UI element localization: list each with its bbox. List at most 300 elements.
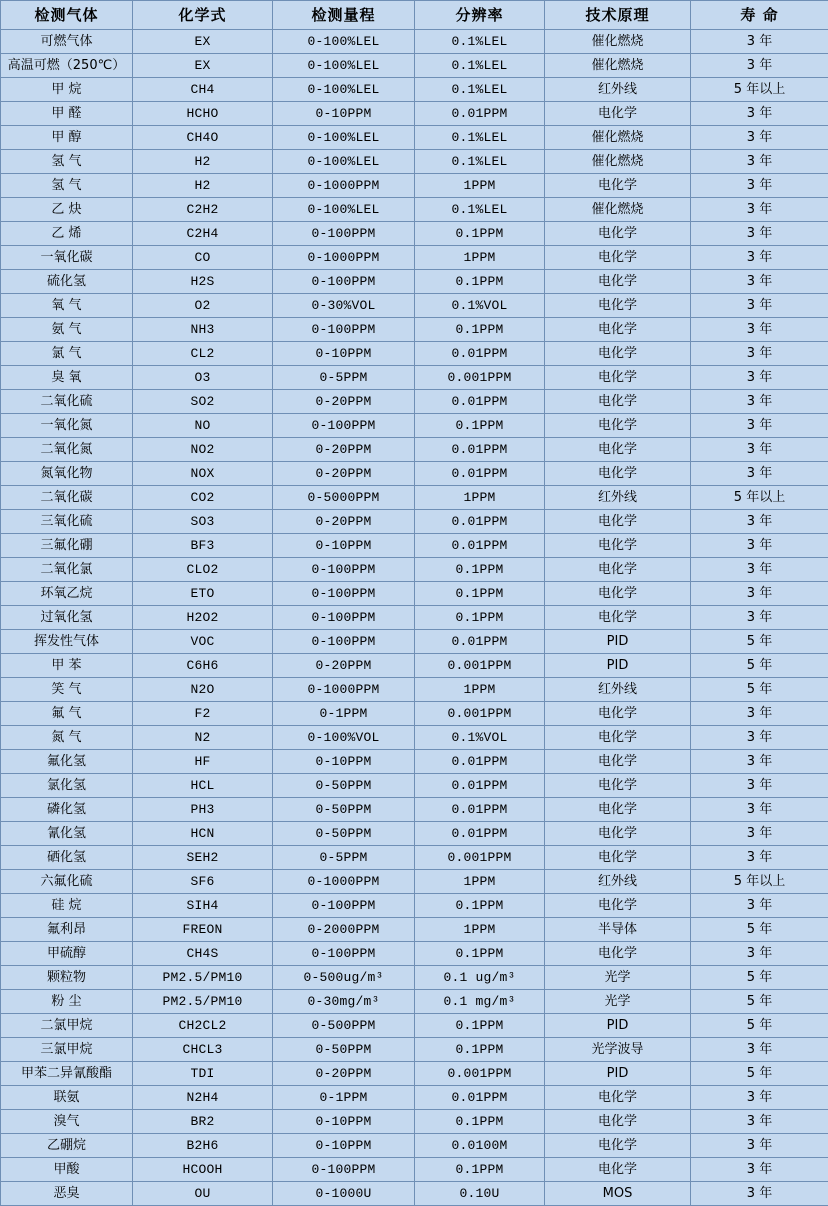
cell-resolution: 0.01PPM xyxy=(415,750,545,774)
cell-lifetime: 3 年 xyxy=(691,54,828,78)
table-row xyxy=(1,342,828,366)
column-header-gas: 检测气体 xyxy=(1,1,133,30)
table-row xyxy=(1,222,828,246)
cell-gas: 乙 烯 xyxy=(1,222,133,246)
table-row xyxy=(1,1086,828,1110)
cell-resolution: 0.1%LEL xyxy=(415,78,545,102)
cell-resolution: 0.1PPM xyxy=(415,414,545,438)
cell-gas: 笑 气 xyxy=(1,678,133,702)
cell-range: 0-10PPM xyxy=(273,102,415,126)
cell-principle: PID xyxy=(545,1062,691,1086)
cell-range: 0-50PPM xyxy=(273,774,415,798)
cell-resolution: 0.01PPM xyxy=(415,822,545,846)
cell-lifetime: 5 年 xyxy=(691,990,828,1014)
cell-resolution: 0.1PPM xyxy=(415,606,545,630)
cell-resolution: 0.01PPM xyxy=(415,102,545,126)
cell-formula: PM2.5/PM10 xyxy=(133,990,273,1014)
cell-formula: EX xyxy=(133,54,273,78)
table-row xyxy=(1,102,828,126)
table-row xyxy=(1,702,828,726)
cell-gas: 甲 苯 xyxy=(1,654,133,678)
table-row xyxy=(1,390,828,414)
cell-principle: 电化学 xyxy=(545,798,691,822)
cell-range: 0-50PPM xyxy=(273,822,415,846)
cell-resolution: 0.01PPM xyxy=(415,510,545,534)
cell-principle: 电化学 xyxy=(545,822,691,846)
cell-range: 0-2000PPM xyxy=(273,918,415,942)
cell-gas: 二氧化碳 xyxy=(1,486,133,510)
cell-resolution: 0.1%VOL xyxy=(415,726,545,750)
table-row xyxy=(1,846,828,870)
cell-range: 0-100%LEL xyxy=(273,198,415,222)
cell-formula: HCOOH xyxy=(133,1158,273,1182)
cell-formula: NO2 xyxy=(133,438,273,462)
column-header-lifetime: 寿 命 xyxy=(691,1,828,30)
cell-principle: 电化学 xyxy=(545,174,691,198)
cell-lifetime: 5 年以上 xyxy=(691,486,828,510)
cell-formula: SO3 xyxy=(133,510,273,534)
cell-lifetime: 3 年 xyxy=(691,558,828,582)
cell-lifetime: 3 年 xyxy=(691,1182,828,1206)
cell-range: 0-100%LEL xyxy=(273,78,415,102)
cell-formula: FREON xyxy=(133,918,273,942)
cell-resolution: 0.1PPM xyxy=(415,318,545,342)
cell-formula: CLO2 xyxy=(133,558,273,582)
cell-range: 0-20PPM xyxy=(273,654,415,678)
cell-resolution: 0.01PPM xyxy=(415,534,545,558)
cell-range: 0-1000PPM xyxy=(273,246,415,270)
cell-principle: 红外线 xyxy=(545,78,691,102)
cell-resolution: 0.1%LEL xyxy=(415,198,545,222)
cell-gas: 可燃气体 xyxy=(1,30,133,54)
cell-range: 0-100PPM xyxy=(273,630,415,654)
cell-lifetime: 3 年 xyxy=(691,582,828,606)
table-row xyxy=(1,1014,828,1038)
cell-gas: 二氧化硫 xyxy=(1,390,133,414)
cell-gas: 六氟化硫 xyxy=(1,870,133,894)
cell-resolution: 0.0100M xyxy=(415,1134,545,1158)
cell-gas: 甲 醛 xyxy=(1,102,133,126)
cell-resolution: 1PPM xyxy=(415,918,545,942)
cell-range: 0-100PPM xyxy=(273,606,415,630)
cell-range: 0-100PPM xyxy=(273,270,415,294)
cell-lifetime: 5 年 xyxy=(691,1062,828,1086)
table-row xyxy=(1,582,828,606)
column-header-resolution: 分辨率 xyxy=(415,1,545,30)
cell-resolution: 0.1%LEL xyxy=(415,54,545,78)
table-row xyxy=(1,198,828,222)
cell-principle: 电化学 xyxy=(545,270,691,294)
cell-gas: 氯 气 xyxy=(1,342,133,366)
cell-range: 0-50PPM xyxy=(273,798,415,822)
cell-lifetime: 3 年 xyxy=(691,1110,828,1134)
cell-principle: 光学波导 xyxy=(545,1038,691,1062)
cell-principle: 电化学 xyxy=(545,702,691,726)
table-header-row xyxy=(1,1,828,30)
cell-range: 0-30%VOL xyxy=(273,294,415,318)
cell-gas: 环氧乙烷 xyxy=(1,582,133,606)
cell-principle: 电化学 xyxy=(545,414,691,438)
cell-gas: 颗粒物 xyxy=(1,966,133,990)
cell-principle: 电化学 xyxy=(545,1134,691,1158)
cell-principle: 光学 xyxy=(545,966,691,990)
cell-resolution: 0.1PPM xyxy=(415,558,545,582)
cell-lifetime: 3 年 xyxy=(691,774,828,798)
cell-resolution: 0.1 ug/m³ xyxy=(415,966,545,990)
cell-principle: 催化燃烧 xyxy=(545,126,691,150)
cell-principle: MOS xyxy=(545,1182,691,1206)
cell-gas: 三氟化硼 xyxy=(1,534,133,558)
cell-formula: HCL xyxy=(133,774,273,798)
cell-range: 0-30mg/m³ xyxy=(273,990,415,1014)
cell-lifetime: 3 年 xyxy=(691,846,828,870)
cell-principle: 电化学 xyxy=(545,390,691,414)
cell-principle: 电化学 xyxy=(545,1158,691,1182)
cell-formula: EX xyxy=(133,30,273,54)
cell-formula: TDI xyxy=(133,1062,273,1086)
cell-lifetime: 3 年 xyxy=(691,894,828,918)
table-row xyxy=(1,894,828,918)
table-row xyxy=(1,822,828,846)
cell-gas: 挥发性气体 xyxy=(1,630,133,654)
cell-range: 0-5PPM xyxy=(273,846,415,870)
cell-gas: 高温可燃（250℃） xyxy=(1,54,133,78)
cell-lifetime: 3 年 xyxy=(691,1134,828,1158)
cell-formula: N2O xyxy=(133,678,273,702)
cell-gas: 过氧化氢 xyxy=(1,606,133,630)
table-row xyxy=(1,726,828,750)
cell-resolution: 0.01PPM xyxy=(415,438,545,462)
cell-formula: NH3 xyxy=(133,318,273,342)
cell-formula: SEH2 xyxy=(133,846,273,870)
cell-lifetime: 3 年 xyxy=(691,30,828,54)
cell-formula: NOX xyxy=(133,462,273,486)
cell-lifetime: 5 年 xyxy=(691,918,828,942)
cell-resolution: 0.01PPM xyxy=(415,774,545,798)
cell-resolution: 0.1PPM xyxy=(415,582,545,606)
cell-resolution: 0.1 mg/m³ xyxy=(415,990,545,1014)
cell-formula: CHCL3 xyxy=(133,1038,273,1062)
cell-resolution: 0.1PPM xyxy=(415,270,545,294)
cell-lifetime: 5 年以上 xyxy=(691,870,828,894)
cell-resolution: 1PPM xyxy=(415,174,545,198)
cell-lifetime: 3 年 xyxy=(691,294,828,318)
cell-formula: SF6 xyxy=(133,870,273,894)
cell-formula: N2 xyxy=(133,726,273,750)
cell-principle: 电化学 xyxy=(545,366,691,390)
cell-principle: 电化学 xyxy=(545,342,691,366)
table-row xyxy=(1,126,828,150)
cell-lifetime: 3 年 xyxy=(691,390,828,414)
cell-formula: CL2 xyxy=(133,342,273,366)
cell-resolution: 0.01PPM xyxy=(415,390,545,414)
cell-principle: 半导体 xyxy=(545,918,691,942)
cell-principle: 电化学 xyxy=(545,846,691,870)
cell-gas: 联氨 xyxy=(1,1086,133,1110)
cell-principle: 电化学 xyxy=(545,438,691,462)
table-row xyxy=(1,30,828,54)
table-row xyxy=(1,462,828,486)
cell-formula: H2O2 xyxy=(133,606,273,630)
cell-lifetime: 3 年 xyxy=(691,942,828,966)
cell-lifetime: 3 年 xyxy=(691,750,828,774)
cell-range: 0-20PPM xyxy=(273,462,415,486)
cell-formula: C2H2 xyxy=(133,198,273,222)
cell-lifetime: 3 年 xyxy=(691,102,828,126)
cell-principle: 电化学 xyxy=(545,558,691,582)
table-row xyxy=(1,966,828,990)
table-row xyxy=(1,678,828,702)
cell-range: 0-100%VOL xyxy=(273,726,415,750)
cell-formula: BR2 xyxy=(133,1110,273,1134)
cell-range: 0-10PPM xyxy=(273,534,415,558)
cell-formula: H2 xyxy=(133,174,273,198)
cell-gas: 氨 气 xyxy=(1,318,133,342)
cell-range: 0-100PPM xyxy=(273,942,415,966)
table-row xyxy=(1,438,828,462)
cell-gas: 二氧化氯 xyxy=(1,558,133,582)
cell-principle: 催化燃烧 xyxy=(545,30,691,54)
table-row xyxy=(1,654,828,678)
cell-formula: HCN xyxy=(133,822,273,846)
cell-gas: 甲 醇 xyxy=(1,126,133,150)
cell-range: 0-100PPM xyxy=(273,1158,415,1182)
cell-resolution: 0.01PPM xyxy=(415,798,545,822)
cell-principle: 催化燃烧 xyxy=(545,150,691,174)
cell-lifetime: 3 年 xyxy=(691,270,828,294)
cell-principle: 电化学 xyxy=(545,534,691,558)
cell-resolution: 0.01PPM xyxy=(415,1086,545,1110)
cell-gas: 氢 气 xyxy=(1,174,133,198)
cell-lifetime: 3 年 xyxy=(691,318,828,342)
cell-principle: 催化燃烧 xyxy=(545,54,691,78)
cell-gas: 氧 气 xyxy=(1,294,133,318)
cell-resolution: 0.10U xyxy=(415,1182,545,1206)
cell-principle: 电化学 xyxy=(545,222,691,246)
cell-range: 0-1PPM xyxy=(273,1086,415,1110)
cell-range: 0-500ug/m³ xyxy=(273,966,415,990)
cell-lifetime: 5 年 xyxy=(691,966,828,990)
cell-principle: 电化学 xyxy=(545,246,691,270)
table-row xyxy=(1,54,828,78)
cell-resolution: 1PPM xyxy=(415,870,545,894)
cell-resolution: 0.1%VOL xyxy=(415,294,545,318)
cell-lifetime: 3 年 xyxy=(691,126,828,150)
cell-formula: BF3 xyxy=(133,534,273,558)
cell-gas: 三氧化硫 xyxy=(1,510,133,534)
cell-lifetime: 3 年 xyxy=(691,174,828,198)
cell-principle: 电化学 xyxy=(545,318,691,342)
cell-gas: 氢 气 xyxy=(1,150,133,174)
column-header-range: 检测量程 xyxy=(273,1,415,30)
cell-resolution: 0.001PPM xyxy=(415,702,545,726)
cell-gas: 一氧化碳 xyxy=(1,246,133,270)
cell-range: 0-100%LEL xyxy=(273,30,415,54)
cell-principle: 电化学 xyxy=(545,102,691,126)
table-row xyxy=(1,510,828,534)
cell-formula: SIH4 xyxy=(133,894,273,918)
cell-range: 0-100%LEL xyxy=(273,54,415,78)
cell-resolution: 0.1PPM xyxy=(415,222,545,246)
cell-range: 0-100PPM xyxy=(273,414,415,438)
cell-formula: VOC xyxy=(133,630,273,654)
cell-resolution: 0.1%LEL xyxy=(415,150,545,174)
column-header-principle: 技术原理 xyxy=(545,1,691,30)
cell-lifetime: 5 年 xyxy=(691,654,828,678)
cell-principle: 电化学 xyxy=(545,294,691,318)
cell-principle: 电化学 xyxy=(545,462,691,486)
cell-lifetime: 3 年 xyxy=(691,510,828,534)
table-row xyxy=(1,606,828,630)
cell-lifetime: 3 年 xyxy=(691,726,828,750)
cell-lifetime: 3 年 xyxy=(691,798,828,822)
cell-range: 0-10PPM xyxy=(273,1110,415,1134)
cell-gas: 一氧化氮 xyxy=(1,414,133,438)
cell-resolution: 0.1PPM xyxy=(415,1110,545,1134)
cell-formula: H2S xyxy=(133,270,273,294)
cell-range: 0-1PPM xyxy=(273,702,415,726)
cell-gas: 溴气 xyxy=(1,1110,133,1134)
table-row xyxy=(1,414,828,438)
cell-gas: 氯化氢 xyxy=(1,774,133,798)
cell-lifetime: 3 年 xyxy=(691,606,828,630)
cell-range: 0-50PPM xyxy=(273,1038,415,1062)
cell-range: 0-10PPM xyxy=(273,750,415,774)
cell-resolution: 0.1PPM xyxy=(415,1038,545,1062)
table-row xyxy=(1,150,828,174)
cell-lifetime: 3 年 xyxy=(691,1038,828,1062)
cell-gas: 氟利昂 xyxy=(1,918,133,942)
table-row xyxy=(1,798,828,822)
cell-resolution: 0.1%LEL xyxy=(415,30,545,54)
cell-lifetime: 3 年 xyxy=(691,150,828,174)
cell-principle: 电化学 xyxy=(545,774,691,798)
cell-principle: 电化学 xyxy=(545,510,691,534)
cell-principle: PID xyxy=(545,630,691,654)
cell-resolution: 1PPM xyxy=(415,678,545,702)
cell-principle: 电化学 xyxy=(545,1086,691,1110)
table-row xyxy=(1,1158,828,1182)
cell-gas: 硫化氢 xyxy=(1,270,133,294)
column-header-formula: 化学式 xyxy=(133,1,273,30)
cell-formula: B2H6 xyxy=(133,1134,273,1158)
table-row xyxy=(1,990,828,1014)
cell-range: 0-10PPM xyxy=(273,342,415,366)
cell-lifetime: 5 年 xyxy=(691,1014,828,1038)
cell-range: 0-500PPM xyxy=(273,1014,415,1038)
cell-gas: 甲 烷 xyxy=(1,78,133,102)
cell-gas: 氮 气 xyxy=(1,726,133,750)
cell-formula: HCHO xyxy=(133,102,273,126)
cell-range: 0-5PPM xyxy=(273,366,415,390)
table-row xyxy=(1,942,828,966)
cell-range: 0-1000U xyxy=(273,1182,415,1206)
cell-lifetime: 3 年 xyxy=(691,822,828,846)
cell-range: 0-100PPM xyxy=(273,558,415,582)
cell-lifetime: 3 年 xyxy=(691,222,828,246)
cell-principle: 光学 xyxy=(545,990,691,1014)
cell-principle: 电化学 xyxy=(545,606,691,630)
cell-gas: 二氯甲烷 xyxy=(1,1014,133,1038)
cell-formula: N2H4 xyxy=(133,1086,273,1110)
cell-resolution: 1PPM xyxy=(415,486,545,510)
cell-principle: 红外线 xyxy=(545,678,691,702)
cell-resolution: 0.1%LEL xyxy=(415,126,545,150)
cell-formula: PM2.5/PM10 xyxy=(133,966,273,990)
cell-principle: 电化学 xyxy=(545,726,691,750)
table-row xyxy=(1,750,828,774)
table-row xyxy=(1,558,828,582)
cell-gas: 氟化氢 xyxy=(1,750,133,774)
table-row xyxy=(1,870,828,894)
cell-principle: 红外线 xyxy=(545,486,691,510)
cell-range: 0-20PPM xyxy=(273,1062,415,1086)
cell-gas: 三氯甲烷 xyxy=(1,1038,133,1062)
cell-formula: H2 xyxy=(133,150,273,174)
cell-range: 0-10PPM xyxy=(273,1134,415,1158)
cell-range: 0-100PPM xyxy=(273,894,415,918)
table-row xyxy=(1,1038,828,1062)
cell-principle: 电化学 xyxy=(545,894,691,918)
table-row xyxy=(1,1110,828,1134)
cell-formula: CO xyxy=(133,246,273,270)
cell-formula: NO xyxy=(133,414,273,438)
cell-lifetime: 3 年 xyxy=(691,1086,828,1110)
cell-lifetime: 3 年 xyxy=(691,534,828,558)
cell-gas: 甲硫醇 xyxy=(1,942,133,966)
cell-gas: 粉 尘 xyxy=(1,990,133,1014)
cell-formula: CH4 xyxy=(133,78,273,102)
cell-resolution: 0.01PPM xyxy=(415,630,545,654)
cell-formula: CH2CL2 xyxy=(133,1014,273,1038)
cell-range: 0-5000PPM xyxy=(273,486,415,510)
cell-range: 0-100%LEL xyxy=(273,126,415,150)
cell-lifetime: 3 年 xyxy=(691,366,828,390)
cell-range: 0-1000PPM xyxy=(273,678,415,702)
cell-lifetime: 3 年 xyxy=(691,1158,828,1182)
cell-gas: 磷化氢 xyxy=(1,798,133,822)
cell-gas: 甲酸 xyxy=(1,1158,133,1182)
cell-lifetime: 5 年 xyxy=(691,678,828,702)
table-row xyxy=(1,1134,828,1158)
cell-lifetime: 5 年以上 xyxy=(691,78,828,102)
cell-resolution: 0.01PPM xyxy=(415,342,545,366)
cell-lifetime: 3 年 xyxy=(691,198,828,222)
cell-formula: F2 xyxy=(133,702,273,726)
cell-formula: HF xyxy=(133,750,273,774)
cell-principle: 催化燃烧 xyxy=(545,198,691,222)
cell-gas: 恶臭 xyxy=(1,1182,133,1206)
cell-formula: OU xyxy=(133,1182,273,1206)
cell-range: 0-100PPM xyxy=(273,582,415,606)
cell-resolution: 0.001PPM xyxy=(415,846,545,870)
table-row xyxy=(1,366,828,390)
cell-principle: PID xyxy=(545,1014,691,1038)
cell-range: 0-20PPM xyxy=(273,390,415,414)
cell-range: 0-100%LEL xyxy=(273,150,415,174)
cell-gas: 硅 烷 xyxy=(1,894,133,918)
cell-gas: 二氧化氮 xyxy=(1,438,133,462)
table-row xyxy=(1,174,828,198)
cell-lifetime: 3 年 xyxy=(691,246,828,270)
cell-formula: PH3 xyxy=(133,798,273,822)
cell-principle: 电化学 xyxy=(545,582,691,606)
cell-resolution: 0.1PPM xyxy=(415,1158,545,1182)
cell-principle: 红外线 xyxy=(545,870,691,894)
cell-range: 0-100PPM xyxy=(273,318,415,342)
cell-gas: 乙 炔 xyxy=(1,198,133,222)
cell-gas: 氮氧化物 xyxy=(1,462,133,486)
